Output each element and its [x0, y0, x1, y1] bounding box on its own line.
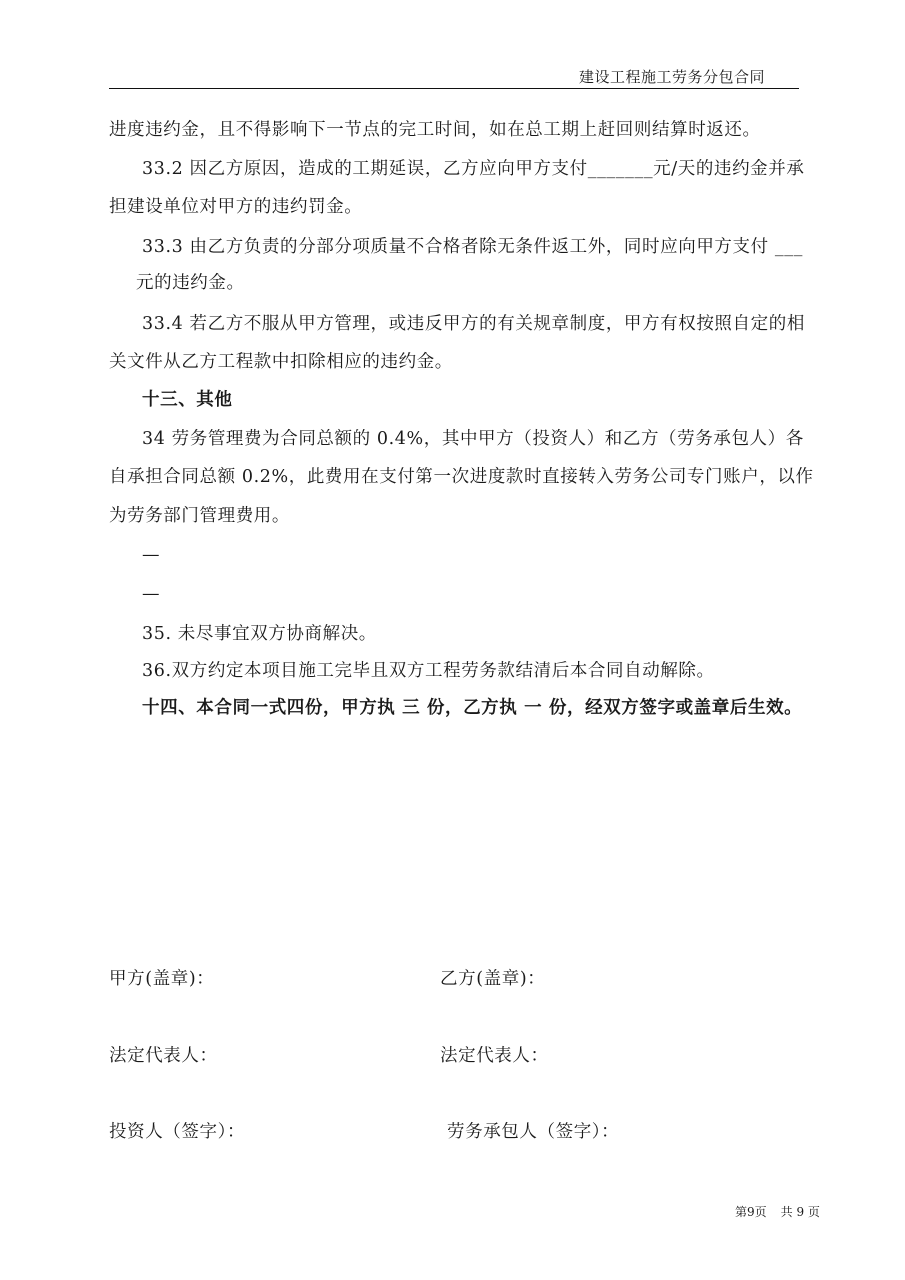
clause-33-2: 33.2 因乙方原因，造成的工期延误，乙方应向甲方支付_______元/天的违约金并承: [142, 159, 805, 179]
party-b-representative-label: 法定代表人：: [440, 1046, 549, 1066]
clause-35: 35. 未尽事宜双方协商解决。: [142, 624, 377, 644]
page-number-current: 第9页: [735, 1205, 767, 1219]
investor-signature-label: 投资人（签字）：: [109, 1122, 246, 1142]
party-b-seal-label: 乙方(盖章)：: [440, 969, 546, 989]
paragraph-line: 为劳务部门管理费用。: [109, 506, 290, 526]
party-a-representative-label: 法定代表人：: [109, 1046, 218, 1066]
dash-mark: —: [142, 545, 160, 565]
paragraph-line: 元的违约金。: [136, 273, 245, 293]
contractor-signature-label: 劳务承包人（签字）：: [447, 1122, 620, 1142]
page-footer: [735, 1203, 834, 1220]
clause-34: 34 劳务管理费为合同总额的 0.4%，其中甲方（投资人）和乙方（劳务承包人）各: [142, 429, 804, 449]
paragraph-line: 关文件从乙方工程款中扣除相应的违约金。: [109, 352, 453, 372]
section-heading-14: 十四、本合同一式四份，甲方执 三 份，乙方执 一 份，经双方签字或盖章后生效。: [142, 698, 803, 718]
paragraph-line: 自承担合同总额 0.2%，此费用在支付第一次进度款时直接转入劳务公司专门账户，以作: [109, 467, 814, 487]
clause-33-4: 33.4 若乙方不服从甲方管理，或违反甲方的有关规章制度，甲方有权按照自定的相: [142, 314, 805, 334]
section-heading-13: 十三、其他: [142, 390, 233, 410]
page-number-total: 共 9 页: [780, 1205, 820, 1219]
paragraph-line: 进度违约金，且不得影响下一节点的完工时间，如在总工期上赶回则结算时返还。: [109, 120, 761, 140]
paragraph-line: 担建设单位对甲方的违约罚金。: [109, 197, 363, 217]
clause-33-3: 33.3 由乙方负责的分部分项质量不合格者除无条件返工外，同时应向甲方支付 ___: [142, 237, 803, 257]
clause-36: 36.双方约定本项目施工完毕且双方工程劳务款结清后本合同自动解除。: [142, 661, 715, 681]
header-title: 建设工程施工劳务分包合同: [578, 68, 765, 86]
party-a-seal-label: 甲方(盖章)：: [109, 969, 215, 989]
header-rule: [109, 88, 799, 89]
dash-mark: —: [142, 584, 160, 604]
